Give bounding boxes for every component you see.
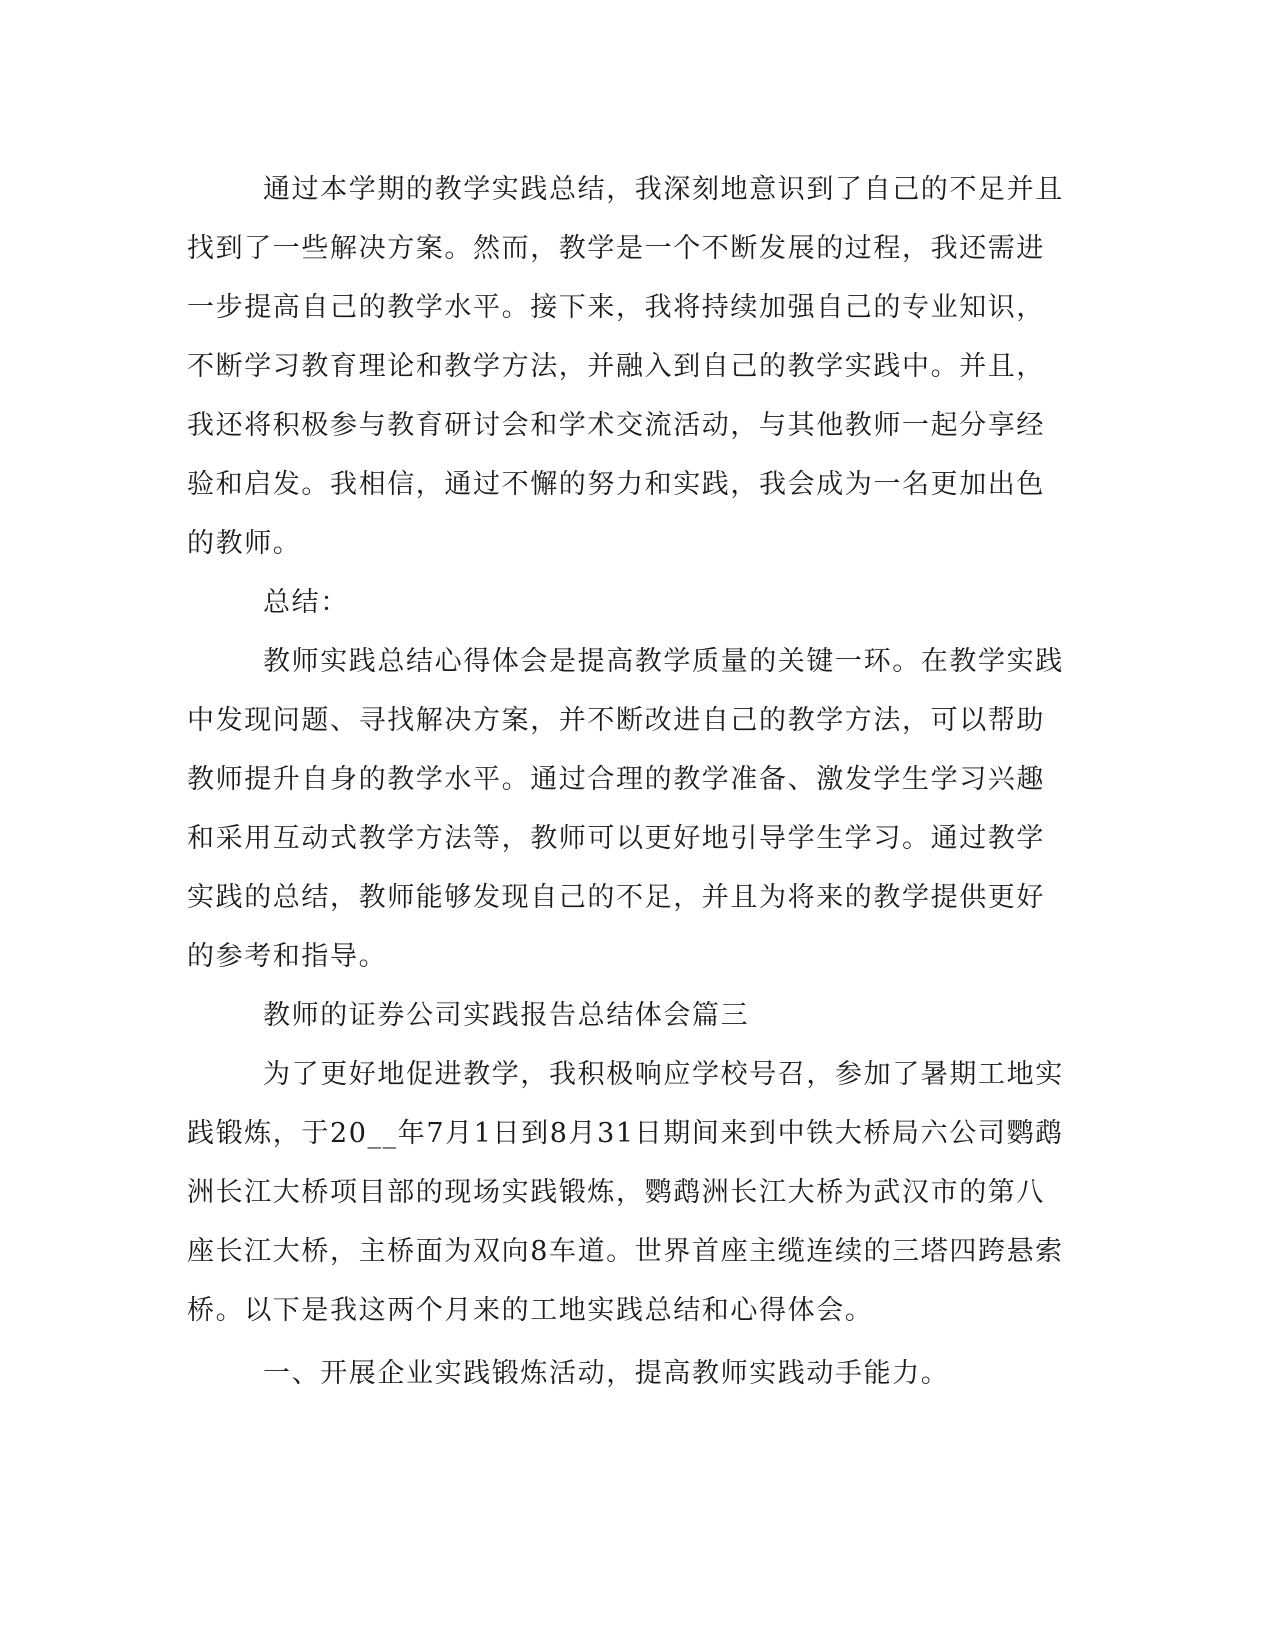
- paragraph-point-one: 一、开展企业实践锻炼活动，提高教师实践动手能力。: [263, 1358, 950, 1389]
- paragraph-summary-body: 教师实践总结心得体会是提高教学质量的关键一环。在教学实践中发现问题、寻找解决方案，并不断改进自己的教学方法，可以帮助教师提升自身的教学水平。通过合理的教学准备、激发学生学习兴趣和采用互动式教学方法等，教师可以更好地引导学生学习。通过教学实践的总结，教师能够发现自己的不足，并且为将来的教学提供更好的参考和指导。: [187, 646, 1064, 972]
- paragraph-summary-heading: 总结：: [263, 587, 349, 618]
- document-body: [187, 160, 1067, 1403]
- section-title-part-three: 教师的证券公司实践报告总结体会篇三: [263, 1000, 750, 1031]
- paragraph-reflection: 通过本学期的教学实践总结，我深刻地意识到了自己的不足并且找到了一些解决方案。然而，教学是一个不断发展的过程，我还需进一步提高自己的教学水平。接下来，我将持续加强自己的专业知识，不断学习教育理论和教学方法，并融入到自己的教学实践中。并且，我还将积极参与教育研讨会和学术交流活动，与其他教师一起分享经验和启发。我相信，通过不懈的努力和实践，我会成为一名更加出色的教师。: [187, 174, 1064, 559]
- paragraph-practice-intro: 为了更好地促进教学，我积极响应学校号召，参加了暑期工地实践锻炼，于20__年7月1日到8月31日期间来到中铁大桥局六公司鹦鹉洲长江大桥项目部的现场实践锻炼，鹦鹉洲长江大桥为武汉市的第八座长江大桥，主桥面为双向8车道。世界首座主缆连续的三塔四跨悬索桥。以下是我这两个月来的工地实践总结和心得体会。: [187, 1059, 1064, 1326]
